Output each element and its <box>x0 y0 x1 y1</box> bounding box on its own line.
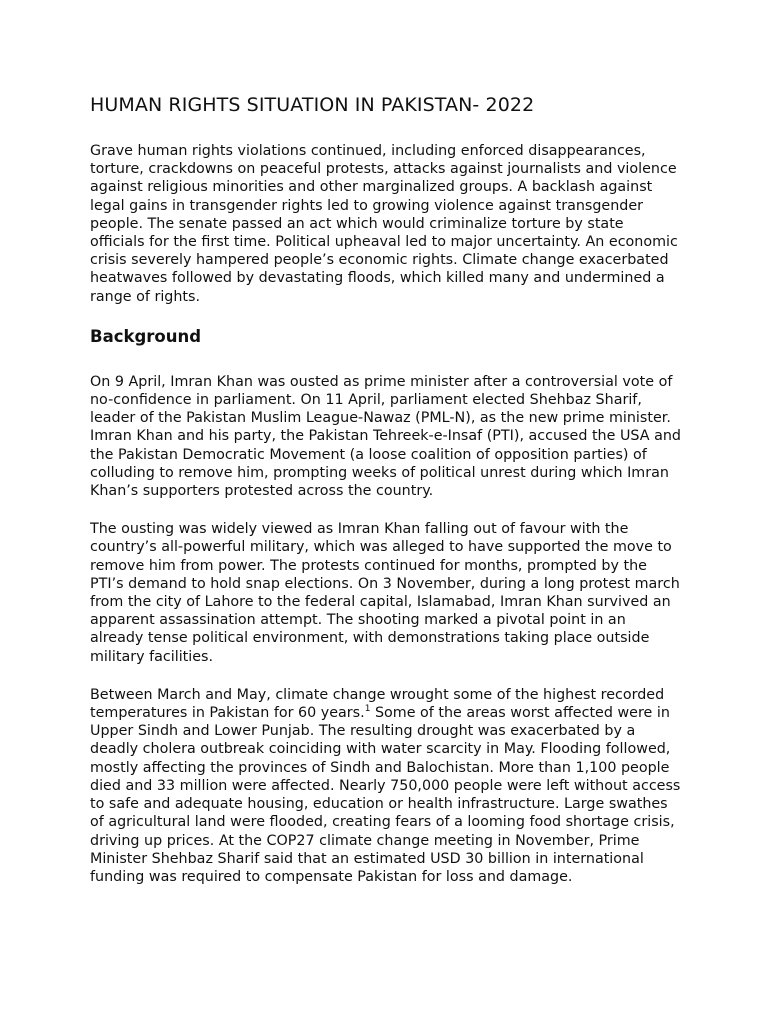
intro-paragraph: Grave human rights violations continued, including enforced disappearances, torture, crackdowns on peaceful protests, attacks against journalists and violence against religious minorities and other marginalized groups. A backlash against legal gains in transgender rights led to growing violence against transgender people. The senate passed an act which would criminalize torture by state officials for the first time. Political upheaval led to major uncertainty. An economic crisis severely hampered people’s economic rights. Climate change exacerbated heatwaves followed by devastating floods, which killed many and undermined a range of rights. <box>90 143 678 305</box>
background-paragraph-3 <box>90 686 682 886</box>
background-paragraph-2: The ousting was widely viewed as Imran Khan falling out of favour with the country’s all-powerful military, which was alleged to have supported the move to remove him from power. The protests continued for months, prompted by the PTI’s demand to hold snap elections. On 3 November, during a long protest march from the city of Lahore to the federal capital, Islamabad, Imran Khan survived an apparent assassination attempt. The shooting marked a pivotal point in an already tense political environment, with demonstrations taking place outside military facilities. <box>90 521 680 665</box>
section-heading-background: Background <box>90 326 202 346</box>
paragraph-3-text-start: Between March and May, climate change wrought some of the highest recorded temperatures in Pakistan for 60 years. <box>90 686 665 722</box>
document-page <box>90 92 682 906</box>
paragraph-3-text-end: Some of the areas worst affected were in Upper Sindh and Lower Punjab. The resulting drought was exacerbated by a deadly cholera outbreak coinciding with water scarcity in May. Flooding followed, mostly affecting the provinces of Sindh and Balochistan. More than 1,100 people died and 33 million were affected. Nearly 750,000 people were left without access to safe and adequate housing, education or health infrastructure. Large swathes of agricultural land were flooded, creating fears of a looming food shortage crisis, driving up prices. At the COP27 climate change meeting in November, Prime Minister Shehbaz Sharif said that an estimated USD 30 billion in international funding was required to compensate Pakistan for loss and damage. <box>90 705 681 885</box>
background-paragraph-1: On 9 April, Imran Khan was ousted as prime minister after a controversial vote of no-confidence in parliament. On 11 April, parliament elected Shehbaz Sharif, leader of the Pakistan Muslim League-Nawaz (PML-N), as the new prime minister. Imran Khan and his party, the Pakistan Tehreek-e-Insaf (PTI), accused the USA and the Pakistan Democratic Movement (a loose coalition of opposition parties) of colluding to remove him, prompting weeks of political unrest during which Imran Khan’s supporters protested across the country. <box>90 373 681 500</box>
document-title: HUMAN RIGHTS SITUATION IN PAKISTAN- 2022 <box>90 94 535 116</box>
footnote-reference[interactable]: 1 <box>364 704 371 715</box>
